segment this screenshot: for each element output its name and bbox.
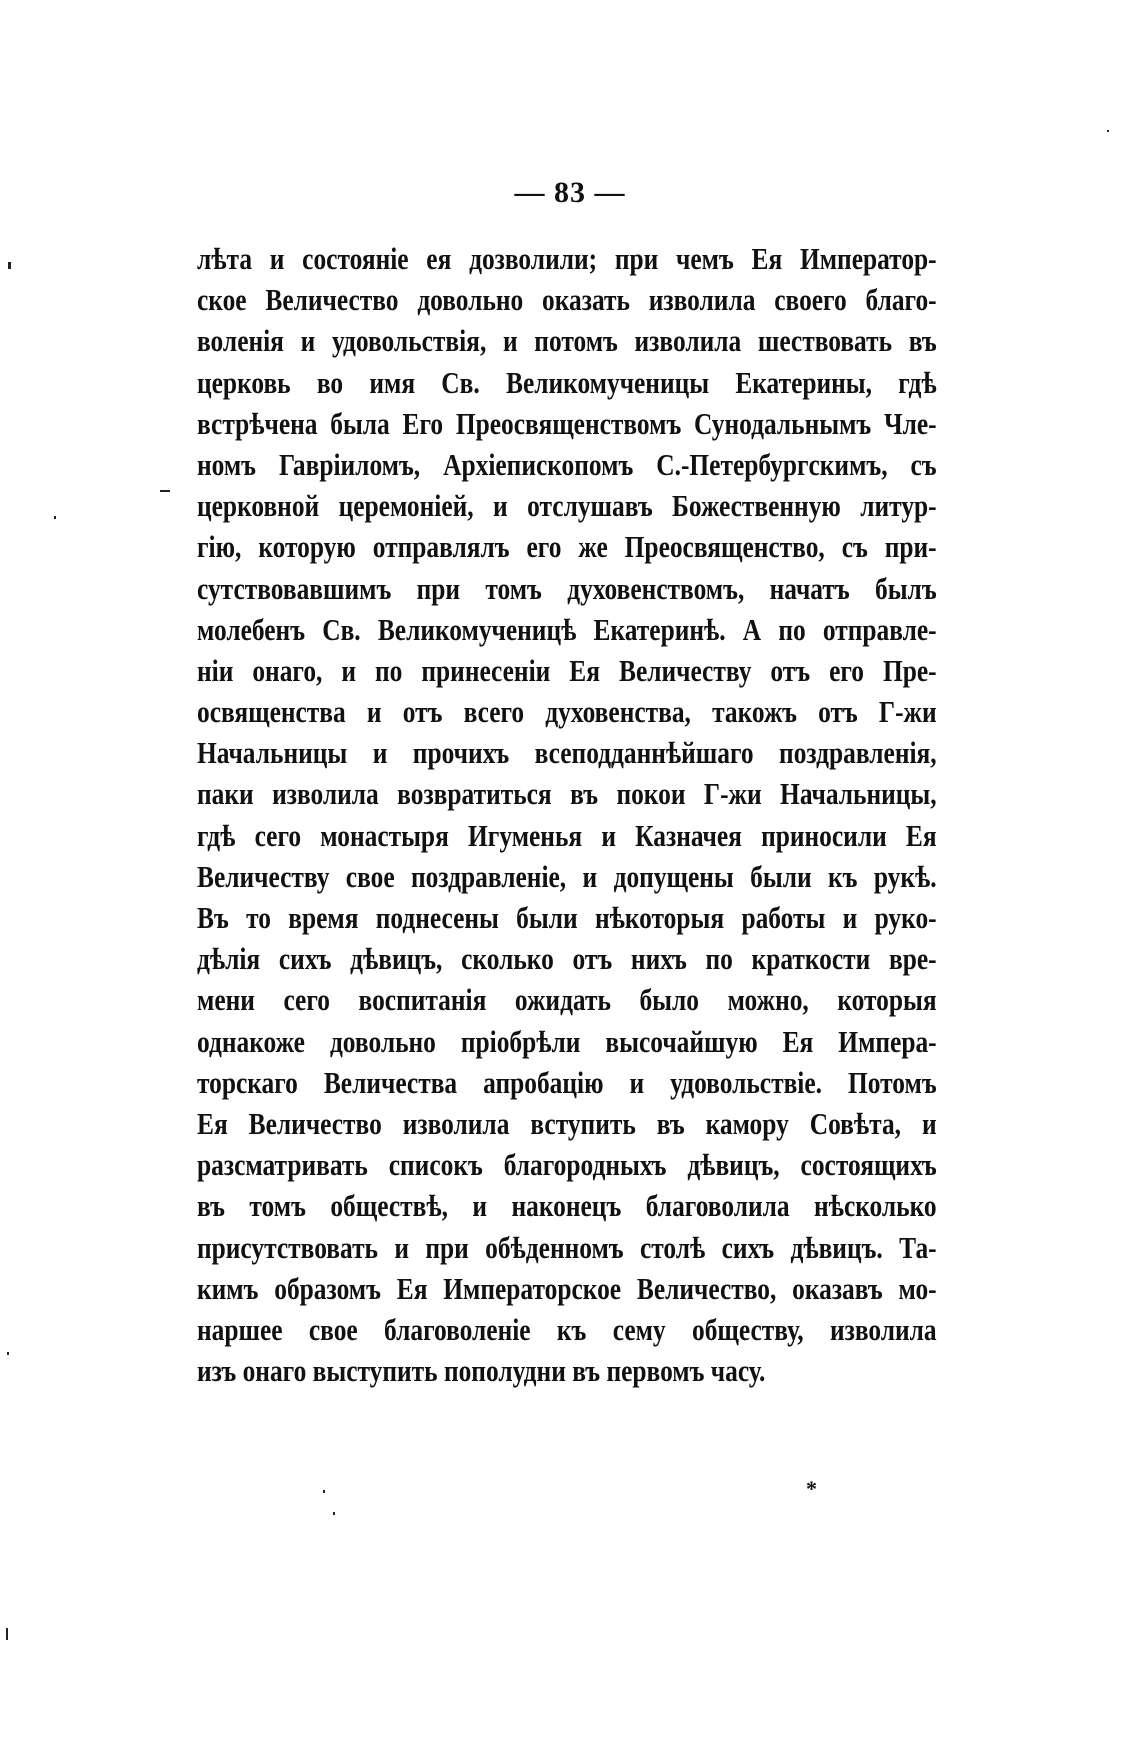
scan-speck (1107, 130, 1109, 132)
text-line: въ томъ обществѣ, и наконецъ благоволила нѣсколько (197, 1188, 937, 1224)
text-line: изъ онаго выступить пополудни въ первомъ часу. (197, 1353, 766, 1389)
text-line: кимъ образомъ Ея Императорское Величество, оказавъ мо- (197, 1270, 937, 1306)
scan-speck (333, 1512, 335, 1515)
text-line: воленія и удовольствія, и потомъ изволила шествовать въ (197, 323, 937, 359)
text-line: разсматривать списокъ благородныхъ дѣвицъ, состоящихъ (197, 1147, 937, 1183)
scan-speck (8, 262, 11, 269)
text-line: церковной церемоніей, и отслушавъ Божественную литур- (197, 488, 937, 524)
text-line: Ея Величество изволила вступить въ камору Совѣта, и (197, 1105, 937, 1141)
end-asterisk: * (806, 1476, 817, 1501)
text-line: гію, которую отправлялъ его же Преосвященство, съ при- (197, 529, 937, 565)
text-line: ское Величество довольно оказать изволила своего благо- (197, 282, 937, 318)
scan-speck (160, 490, 170, 492)
text-line: дѣлія сихъ дѣвицъ, сколько отъ нихъ по краткости вре- (197, 941, 937, 977)
text-line: ніи онаго, и по принесеніи Ея Величеству отъ его Пре- (197, 652, 937, 688)
text-line: присутствовать и при обѣденномъ столѣ сихъ дѣвицъ. Та- (197, 1229, 937, 1265)
text-line: молебенъ Св. Великомученицѣ Екатеринѣ. А по отправле- (197, 611, 937, 647)
text-line: освященства и отъ всего духовенства, такожъ отъ Г-жи (197, 694, 937, 730)
text-line: наршее свое благоволеніе къ сему обществу, изволила (197, 1311, 937, 1347)
text-line: сутствовавшимъ при томъ духовенствомъ, начатъ былъ (197, 570, 937, 606)
text-line: паки изволила возвратиться въ покои Г-жи Начальницы, (197, 776, 937, 812)
scan-speck (6, 1628, 8, 1640)
scan-speck (7, 1352, 9, 1355)
page-number: — 83 — (514, 176, 626, 209)
text-line: гдѣ сего монастыря Игуменья и Казначея приносили Ея (197, 817, 937, 853)
text-line: встрѣчена была Его Преосвященствомъ Сунодальнымъ Чле- (197, 405, 937, 441)
text-line: мени сего воспитанія ожидать было можно, которыя (197, 982, 937, 1018)
scan-speck (54, 516, 56, 519)
text-line: лѣта и состояніе ея дозволили; при чемъ Ея Император- (197, 241, 937, 276)
text-line: однакоже довольно пріобрѣли высочайшую Ея Импера- (197, 1023, 937, 1059)
text-line: торскаго Величества апробацію и удовольствіе. Потомъ (197, 1064, 937, 1100)
text-line: церковь во имя Св. Великомученицы Екатерины, гдѣ (197, 364, 937, 400)
scan-speck (323, 1490, 325, 1493)
body-text (197, 238, 937, 1391)
text-line: номъ Гавріиломъ, Архіепископомъ С.-Петербургскимъ, съ (197, 446, 937, 482)
text-line: Начальницы и прочихъ всеподданнѣйшаго поздравленія, (197, 735, 937, 771)
text-line: Въ то время поднесены были нѣкоторыя работы и руко- (197, 900, 937, 935)
text-line: Величеству свое поздравленіе, и допущены были къ рукѣ. (197, 858, 937, 894)
